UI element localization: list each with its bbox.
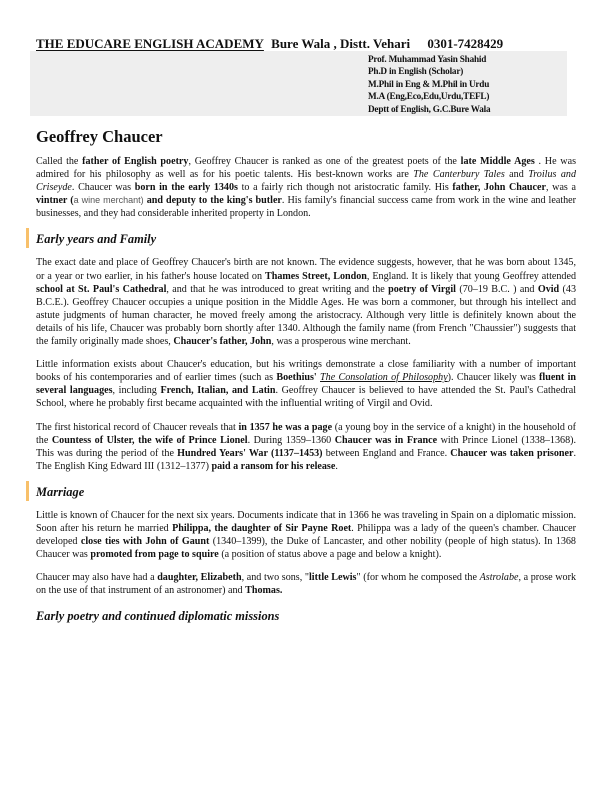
section-heading-early-poetry: Early poetry and continued diplomatic missions: [36, 609, 280, 624]
page-title: Geoffrey Chaucer: [36, 127, 163, 146]
early-years-paragraph-1: The exact date and place of Geoffrey Chaucer's birth are not known. The evidence suggests, however, that he was born about 1345, or a year or two earlier, in his father's house located on Thames Street, London, England. It is likely that young Geoffrey attended school at St. Paul's Cathedral, and that he was introduced to great writing and the poetry of Virgil (70–19 B.C. ) and Ovid (43 B.C.E.). Geoffrey Chaucer occupies a unique position in the Middle Ages. He was born a commoner, but through his intellect and astute judgments of human character, he moved freely among the aristocracy. Although very little is definitely known about the details of his life, Chaucer was probably born shortly after 1340. Although the family name (from French "Chaussier") suggests that the family originally made shoes, Chaucer's father, John, was a prosperous wine merchant.: [36, 257, 576, 348]
early-years-paragraph-3: The first historical record of Chaucer reveals that in 1357 he was a page (a young boy in the service of a knight) in the household of the Countess of Ulster, the wife of Prince Lionel. During 1359–1360 Chaucer was in France with Prince Lionel (1338–1368). This was during the period of the Hundred Years' War (1137–1453) between England and France. Chaucer was taken prisoner. The English King Edward III (1312–1377) paid a ransom for his release.: [36, 421, 577, 472]
academy-location: Bure Wala , Distt. Vehari: [271, 36, 411, 51]
early-years-paragraph-2: Little information exists about Chaucer's education, but his writings demonstrate a close familiarity with a number of important books of his contemporaries and of earlier times (such as Boethius' The Consolation of Philosophy). Chaucer likely was fluent in several languages, including French, Italian, and Latin. Geoffrey Chaucer is believed to have attended the St. Paul's Cathedral School, where he probably first became acquainted with the influential writing of Virgil and Ovid.: [36, 359, 577, 410]
credentials-list: [368, 53, 490, 115]
section-heading-early-years: Early years and Family: [36, 230, 576, 248]
credential-line: M.A (Eng,Eco,Edu,Urdu,TEFL): [368, 91, 490, 102]
marriage-paragraph-2: Chaucer may also have had a daughter, Elizabeth, and two sons, "little Lewis" (for whom he composed the Astrolabe, a prose work on the use of that instrument of an astronomer) and Thomas.: [36, 572, 577, 597]
credential-line: M.Phil in Eng & M.Phil in Urdu: [368, 78, 490, 89]
intro-paragraph: Called the father of English poetry, Geoffrey Chaucer is ranked as one of the greatest poets of the late Middle Ages . He was admired for his philosophy as well as for his poetic talents. His best-known works are The Canterbury Tales and Troilus and Criseyde. Chaucer was born in the early 1340s to a fairly rich though not aristocratic family. His father, John Chaucer, was a vintner (a wine merchant) and deputy to the king's butler. His family's financial success came from work in the wine and leather businesses, and they had considerable inherited property in London.: [36, 156, 577, 220]
marriage-paragraph-1: Little is known of Chaucer for the next six years. Documents indicate that in 1366 he was traveling in Spain on a diplomatic mission. Soon after his return he married Philippa, the daughter of Sir Payne Roet. Philippa was a lady of the queen's chamber. Chaucer developed close ties with John of Gaunt (1340–1399), the Duke of Lancaster, and other nobility (people of high status). In 1368 Chaucer was promoted from page to squire (a position of status above a page and below a knight).: [36, 509, 576, 561]
academy-name: THE EDUCARE ENGLISH ACADEMY: [36, 36, 264, 51]
academy-phone: 0301-7428429: [427, 36, 504, 51]
credentials-box: [30, 51, 567, 116]
academy-header: [36, 36, 503, 52]
credential-line: Prof. Muhammad Yasin Shahid: [368, 54, 487, 64]
section-heading-marriage: Marriage: [36, 483, 576, 501]
credential-line: Ph.D in English (Scholar): [368, 66, 464, 77]
credential-line: Deptt of English, G.C.Bure Wala: [368, 103, 491, 114]
article-body: [36, 155, 576, 633]
